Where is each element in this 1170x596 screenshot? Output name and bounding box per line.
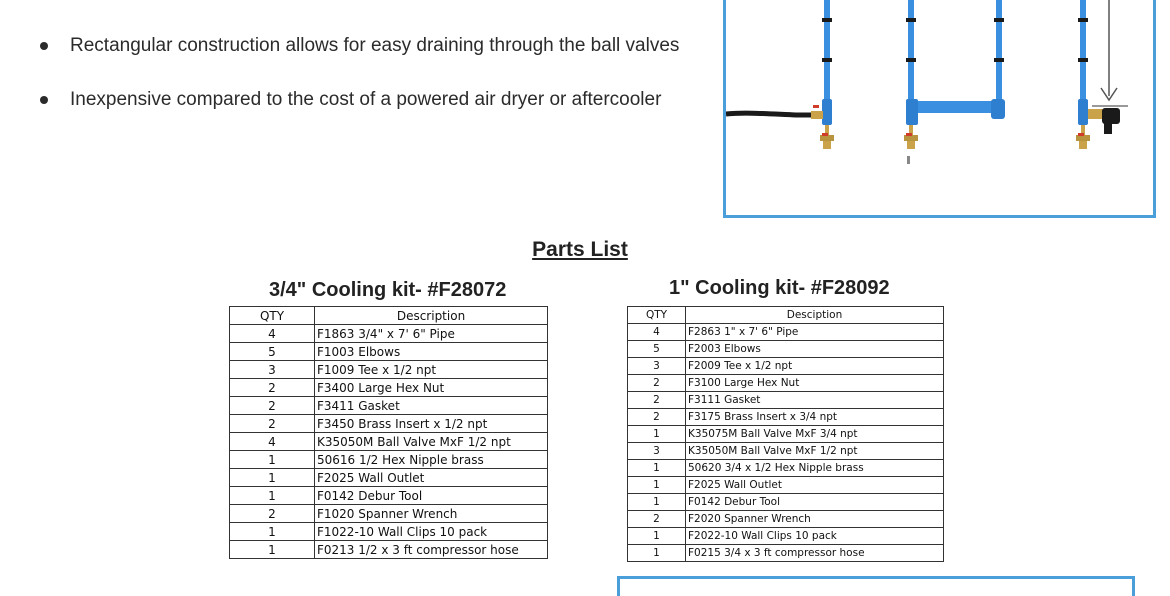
description-cell: F2009 Tee x 1/2 npt [686,358,944,375]
description-cell: F0215 3/4 x 3 ft compressor hose [686,545,944,562]
description-cell: F1009 Tee x 1/2 npt [315,361,548,379]
description-cell: F3111 Gasket [686,392,944,409]
qty-cell: 2 [628,511,686,528]
qty-cell: 2 [628,392,686,409]
qty-cell: 3 [230,361,315,379]
qty-cell: 3 [628,443,686,460]
description-cell: F0142 Debur Tool [315,487,548,505]
bullet-item [38,84,698,116]
table-row [230,397,548,415]
qty-cell: 1 [230,487,315,505]
table-row [628,375,944,392]
table-row [628,392,944,409]
qty-column-header: QTY [230,307,315,325]
description-column-header: Description [315,307,548,325]
table-row [628,494,944,511]
description-cell: F1003 Elbows [315,343,548,361]
description-cell: 50616 1/2 Hex Nipple brass [315,451,548,469]
description-cell: F0213 1/2 x 3 ft compressor hose [315,541,548,559]
qty-cell: 1 [230,523,315,541]
qty-cell: 1 [628,528,686,545]
table-row [230,451,548,469]
description-cell: F3411 Gasket [315,397,548,415]
description-cell: F3450 Brass Insert x 1/2 npt [315,415,548,433]
table-row [628,341,944,358]
qty-cell: 4 [628,324,686,341]
description-cell: F2863 1" x 7' 6" Pipe [686,324,944,341]
qty-cell: 1 [628,426,686,443]
table-row [628,358,944,375]
table-row [628,460,944,477]
table-row [230,487,548,505]
description-cell: F2025 Wall Outlet [315,469,548,487]
table-row [230,505,548,523]
table-row [628,511,944,528]
qty-cell: 2 [230,415,315,433]
description-cell: F1020 Spanner Wrench [315,505,548,523]
qty-cell: 3 [628,358,686,375]
qty-cell: 5 [230,343,315,361]
pipe-assembly-left [811,0,834,149]
parts-table-1-inch [627,306,944,562]
feature-bullet-list [38,30,698,116]
pipe-assembly-middle [904,0,1005,164]
table-header-row [230,307,548,325]
description-cell: K35050M Ball Valve MxF 1/2 npt [315,433,548,451]
table-row [230,379,548,397]
description-cell: F2020 Spanner Wrench [686,511,944,528]
table-row [628,443,944,460]
pipe-assembly-right [1076,0,1128,149]
qty-cell: 1 [628,494,686,511]
qty-cell: 1 [628,545,686,562]
description-cell: F3100 Large Hex Nut [686,375,944,392]
bullet-item [38,30,698,62]
table-row [230,523,548,541]
description-cell: K35075M Ball Valve MxF 3/4 npt [686,426,944,443]
table-row [230,361,548,379]
description-cell: F2003 Elbows [686,341,944,358]
description-cell: K35050M Ball Valve MxF 1/2 npt [686,443,944,460]
description-cell: F2025 Wall Outlet [686,477,944,494]
qty-cell: 2 [230,505,315,523]
bullet-text: Inexpensive compared to the cost of a powered air dryer or aftercooler [70,89,662,110]
parts-table-body [230,325,548,559]
qty-cell: 1 [230,541,315,559]
qty-column-header: QTY [628,307,686,324]
qty-cell: 1 [628,477,686,494]
qty-cell: 2 [628,375,686,392]
qty-cell: 2 [230,397,315,415]
qty-cell: 4 [230,325,315,343]
table-row [628,324,944,341]
qty-cell: 4 [230,433,315,451]
kit-title-1-inch: 1" Cooling kit- #F28092 [669,277,890,299]
parts-list-heading: Parts List [532,238,628,261]
description-cell: F1022-10 Wall Clips 10 pack [315,523,548,541]
parts-table-3-4-inch [229,306,548,559]
table-row [230,343,548,361]
table-row [230,469,548,487]
description-cell: F0142 Debur Tool [686,494,944,511]
bullet-dot [40,42,48,50]
parts-table-body [628,324,944,562]
bullet-text: Rectangular construction allows for easy draining through the ball valves [70,35,680,56]
table-header-row [628,307,944,324]
table-row [230,415,548,433]
table-row [628,477,944,494]
description-column-header: Desciption [686,307,944,324]
table-row [628,409,944,426]
qty-cell: 2 [230,379,315,397]
qty-cell: 1 [230,451,315,469]
qty-cell: 1 [628,460,686,477]
table-row [628,426,944,443]
description-cell: 50620 3/4 x 1/2 Hex Nipple brass [686,460,944,477]
qty-cell: 1 [230,469,315,487]
description-cell: F3400 Large Hex Nut [315,379,548,397]
description-cell: F1863 3/4" x 7' 6" Pipe [315,325,548,343]
description-cell: F2022-10 Wall Clips 10 pack [686,528,944,545]
kit-title-3-4-inch: 3/4" Cooling kit- #F28072 [269,279,507,301]
table-row [628,545,944,562]
table-row [230,325,548,343]
bullet-dot [40,96,48,104]
table-row [230,433,548,451]
pipe-diagram-illustration [726,0,1153,215]
cooling-kit-diagram [723,0,1156,218]
qty-cell: 2 [628,409,686,426]
table-row [628,528,944,545]
next-section-frame [617,576,1135,596]
qty-cell: 5 [628,341,686,358]
description-cell: F3175 Brass Insert x 3/4 npt [686,409,944,426]
table-row [230,541,548,559]
